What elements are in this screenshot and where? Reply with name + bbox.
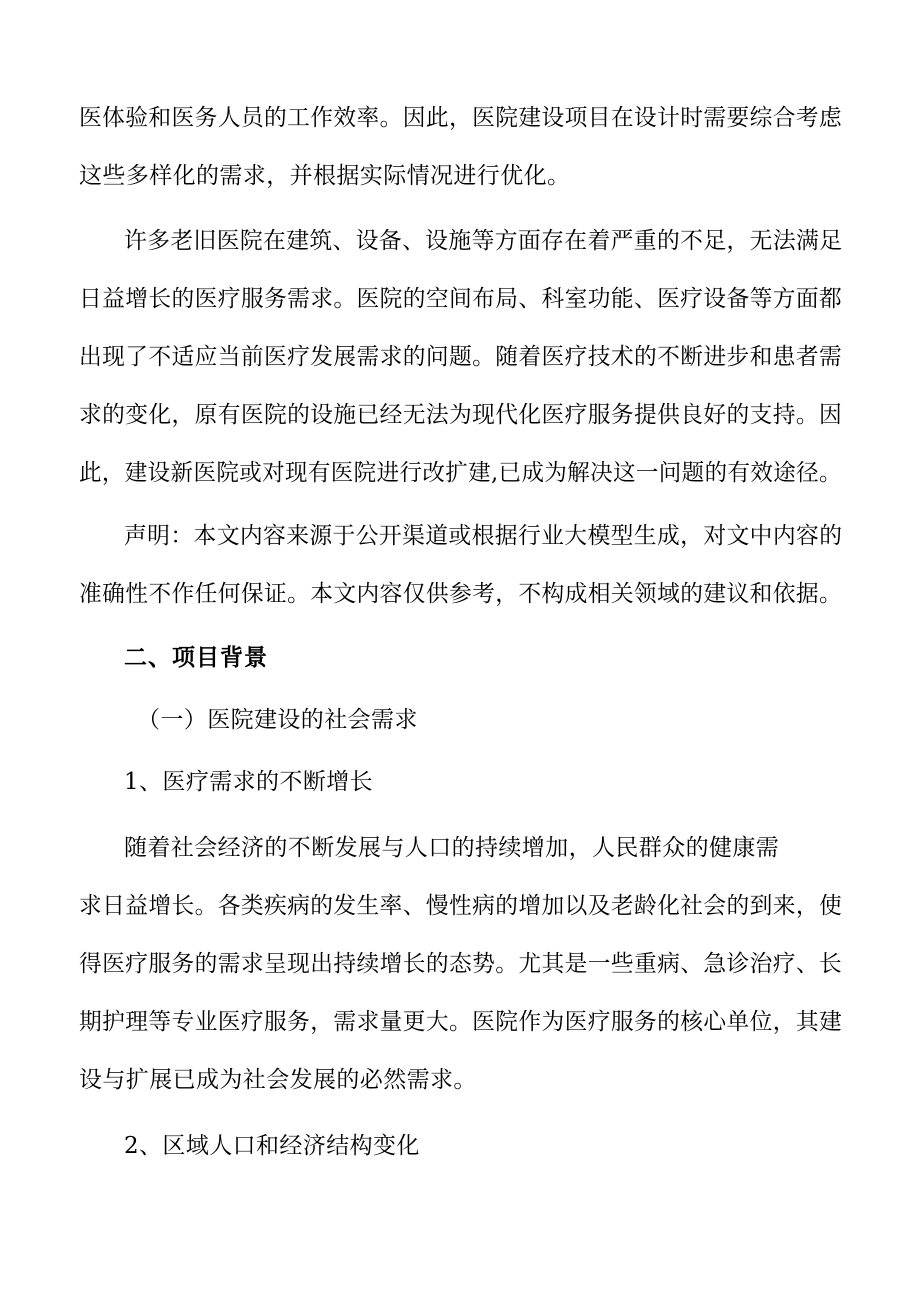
paragraph-2-line-5: 此，建设新医院或对现有医院进行改扩建,已成为解决这一问题的有效途径。 [79, 460, 842, 486]
item-1-paragraph-line-1: 随着社会经济的不断发展与人口的持续增加，人民群众的健康需 [124, 835, 780, 861]
paragraph-2-line-3: 出现了不适应当前医疗发展需求的问题。随着医疗技术的不断进步和患者需 [79, 344, 843, 370]
disclaimer-line-1: 声明：本文内容来源于公开渠道或根据行业大模型生成，对文中内容的 [124, 523, 843, 549]
paragraph-2-line-4: 求的变化，原有医院的设施已经无法为现代化医疗服务提供良好的支持。因 [79, 402, 843, 428]
item-2-heading: 2、区域人口和经济结构变化 [124, 1133, 420, 1159]
subsection-heading: （一）医院建设的社会需求 [137, 707, 418, 733]
paragraph-2-line-1: 许多老旧医院在建筑、设备、设施等方面存在着严重的不足，无法满足 [124, 228, 843, 254]
item-1-heading: 1、医疗需求的不断增长 [124, 769, 374, 795]
item-1-paragraph-line-3: 得医疗服务的需求呈现出持续增长的态势。尤其是一些重病、急诊治疗、长 [79, 951, 843, 977]
item-1-paragraph-line-5: 设与扩展已成为社会发展的必然需求。 [79, 1067, 477, 1093]
paragraph-1-line-2: 这些多样化的需求，并根据实际情况进行优化。 [79, 163, 571, 189]
disclaimer-line-2: 准确性不作任何保证。本文内容仅供参考，不构成相关领域的建议和依据。 [79, 581, 843, 607]
item-1-paragraph-line-4: 期护理等专业医疗服务，需求量更大。医院作为医疗服务的核心单位，其建 [79, 1009, 843, 1035]
paragraph-1-line-1: 医体验和医务人员的工作效率。因此，医院建设项目在设计时需要综合考虑 [79, 105, 843, 131]
paragraph-2-line-2: 日益增长的医疗服务需求。医院的空间布局、科室功能、医疗设备等方面都 [79, 286, 843, 312]
item-1-paragraph-line-2: 求日益增长。各类疾病的发生率、慢性病的增加以及老龄化社会的到来，使 [79, 893, 843, 919]
section-heading: 二、项目背景 [124, 645, 268, 671]
